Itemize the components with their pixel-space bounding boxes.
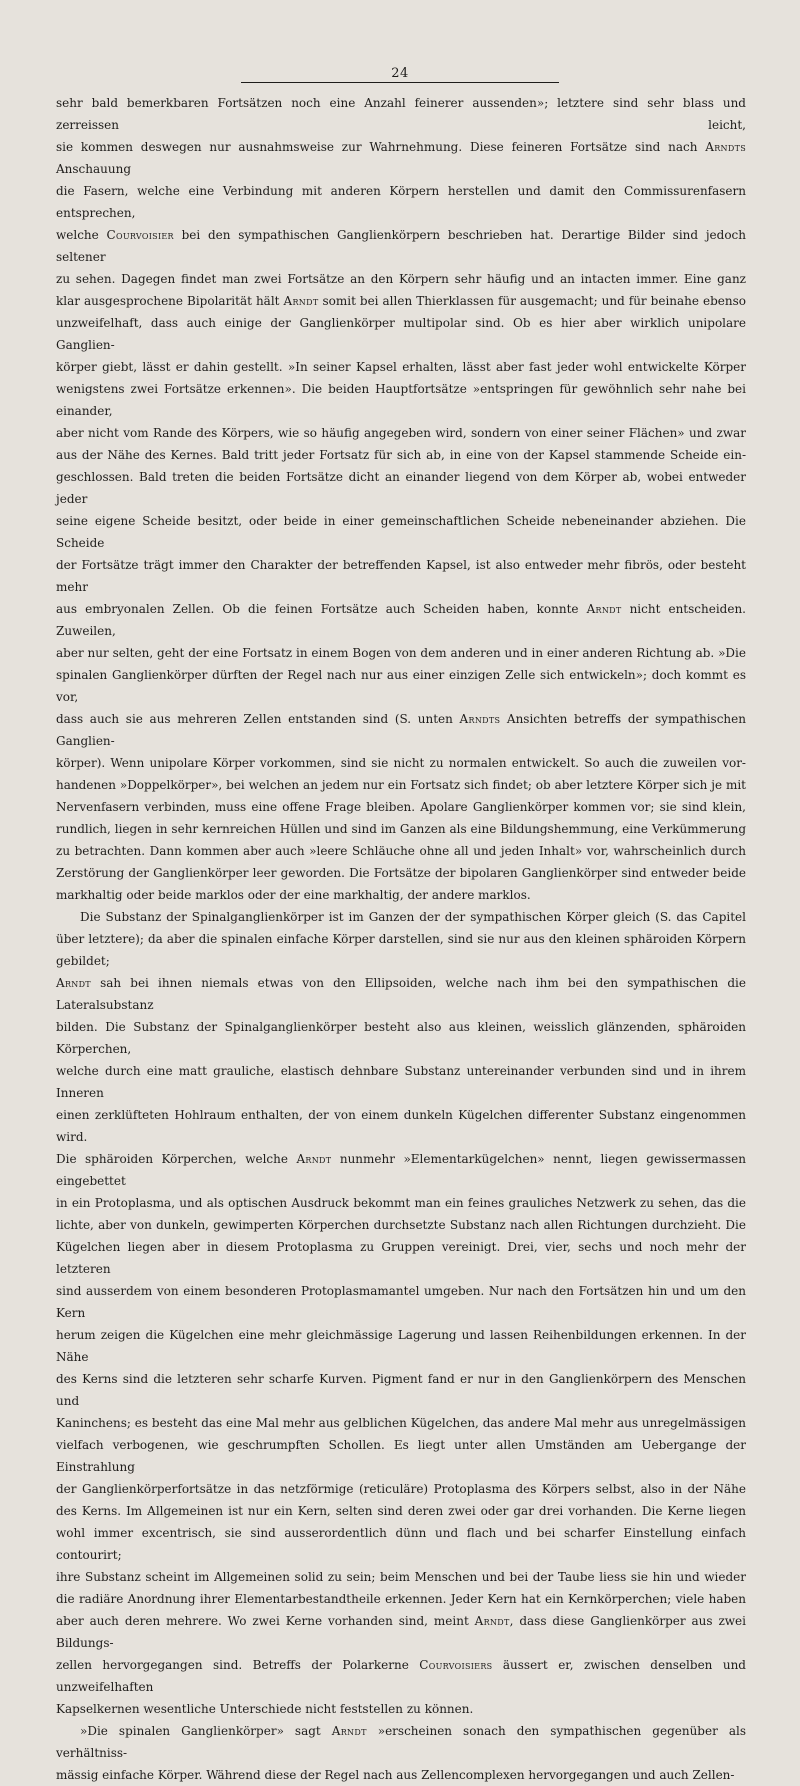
text-line: aber auch deren mehrere. Wo zwei Kerne vorhanden sind, meint Arndt, dass diese Ganglienkörper aus zwei Bildungs- [56, 1614, 746, 1650]
text-line: dass auch sie aus mehreren Zellen entstanden sind (S. unten Arndts Ansichten betreffs der sympathischen Ganglien- [56, 712, 746, 748]
text-line: sie kommen deswegen nur ausnahmsweise zur Wahrnehmung. Diese feineren Fortsätze sind nach Arndts Anschauung [56, 140, 746, 176]
author-name: Arndt [283, 294, 319, 308]
text-line: sind ausserdem von einem besonderen Protoplasmamantel umgeben. Nur nach den Fortsätzen hin und um den Kern [56, 1284, 746, 1320]
author-name: Arndt [56, 976, 91, 990]
text-line: zu sehen. Dagegen findet man zwei Fortsätze an den Körpern sehr häufig und an intacten immer. Eine ganz [56, 272, 746, 286]
text-line: sehr bald bemerkbaren Fortsätzen noch eine Anzahl feinerer aussenden»; letztere sind sehr blass und zerreissen leicht, [56, 96, 746, 132]
author-name: Arndt [474, 1614, 510, 1628]
text-line: seine eigene Scheide besitzt, oder beide in einer gemeinschaftlichen Scheide nebeneinander abziehen. Die Scheide [56, 514, 746, 550]
text-line: geschlossen. Bald treten die beiden Fortsätze dicht an einander liegend von dem Körper ab, wobei entweder jeder [56, 470, 746, 506]
text-line: zu betrachten. Dann kommen aber auch »leere Schläuche ohne all und jeden Inhalt» vor, wahrscheinlich durch [56, 844, 746, 858]
text-line: zellen hervorgegangen sind. Betreffs der Polarkerne Courvoisiers äussert er, zwischen denselben und unzweifelhaften [56, 1658, 746, 1694]
text-line: wenigstens zwei Fortsätze erkennen». Die beiden Hauptfortsätze »entspringen für gewöhnlich sehr nahe bei einander, [56, 382, 746, 418]
author-name: Arndts [459, 712, 501, 726]
text-line: Kaninchens; es besteht das eine Mal mehr aus gelblichen Kügelchen, das andere Mal mehr aus unregelmässigen [56, 1416, 746, 1430]
text-line: in ein Protoplasma, und als optischen Ausdruck bekommt man ein feines grauliches Netzwerk zu sehen, das die [56, 1196, 746, 1210]
text-line: welche Courvoisier bei den sympathischen Ganglienkörpern beschrieben hat. Derartige Bilder sind jedoch seltener [56, 228, 746, 264]
text-line: handenen »Doppelkörper», bei welchen an jedem nur ein Fortsatz sich findet; ob aber letztere Körper sich je mit [56, 778, 746, 792]
text-line: der Fortsätze trägt immer den Charakter der betreffenden Kapsel, ist also entweder mehr fibrös, oder besteht mehr [56, 558, 746, 594]
page-number: 24 [0, 66, 800, 83]
body-text [56, 92, 746, 1786]
text-line: körper). Wenn unipolare Körper vorkommen, sind sie nicht zu normalen entwickelt. So auch die zuweilen vor- [56, 756, 746, 770]
text-line: der Ganglienkörperfortsätze in das netzförmige (reticuläre) Protoplasma des Körpers selbst, also in der Nähe [56, 1482, 746, 1496]
text-line: die Fasern, welche eine Verbindung mit anderen Körpern herstellen und damit den Commissurenfasern entsprechen, [56, 184, 746, 220]
author-name: Arndt [586, 602, 622, 616]
text-line: ihre Substanz scheint im Allgemeinen solid zu sein; beim Menschen und bei der Taube liess sie hin und wieder [56, 1570, 746, 1584]
text-line: körper giebt, lässt er dahin gestellt. »In seiner Kapsel erhalten, lässt aber fast jeder wohl entwickelte Körper [56, 360, 746, 374]
text-line: Die sphäroiden Körperchen, welche Arndt nunmehr »Elementarkügelchen» nennt, liegen gewissermassen eingebettet [56, 1152, 746, 1188]
author-name: Arndt [331, 1724, 367, 1738]
text-line: spinalen Ganglienkörper dürften der Regel nach nur aus einer einzigen Zelle sich entwickeln»; doch kommt es vor, [56, 668, 746, 704]
text-line: unzweifelhaft, dass auch einige der Ganglienkörper multipolar sind. Ob es hier aber wirklich unipolare Ganglien- [56, 316, 746, 352]
text-line: des Kerns sind die letzteren sehr scharfe Kurven. Pigment fand er nur in den Ganglienkörpern des Menschen und [56, 1372, 746, 1408]
text-line: welche durch eine matt grauliche, elastisch dehnbare Substanz untereinander verbunden sind und in ihrem Inneren [56, 1064, 746, 1100]
author-name: Arndt [296, 1152, 332, 1166]
text-line: mässig einfache Körper. Während diese der Regel nach aus Zellencomplexen hervorgegangen und auch Zellen- [56, 1768, 735, 1782]
text-line: des Kerns. Im Allgemeinen ist nur ein Kern, selten sind deren zwei oder gar drei vorhanden. Die Kerne liegen [56, 1504, 746, 1518]
author-name: Arndts [705, 140, 746, 154]
text-line: aber nur selten, geht der eine Fortsatz in einem Bogen von dem anderen und in einer anderen Richtung ab. »Die [56, 646, 746, 660]
text-line: die radiäre Anordnung ihrer Elementarbestandtheile erkennen. Jeder Kern hat ein Kernkörperchen; viele haben [56, 1592, 746, 1606]
text-line: bilden. Die Substanz der Spinalganglienkörper besteht also aus kleinen, weisslich glänzenden, sphäroiden Körperchen, [56, 1020, 746, 1056]
text-line: »Die spinalen Ganglienkörper» sagt Arndt »erscheinen sonach den sympathischen gegenüber als verhältniss- [56, 1724, 746, 1760]
text-line: aber nicht vom Rande des Körpers, wie so häufig angegeben wird, sondern von einer seiner Flächen» und zwar [56, 426, 746, 440]
text-line: vielfach verbogenen, wie geschrumpften Schollen. Es liegt unter allen Umständen am Uebergange der Einstrahlung [56, 1438, 746, 1474]
text-line: markhaltig oder beide marklos oder der eine markhaltig, der andere marklos. [56, 888, 531, 902]
author-name: Courvoisiers [419, 1658, 493, 1672]
text-line: aus der Nähe des Kernes. Bald tritt jeder Fortsatz für sich ab, in eine von der Kapsel stammende Scheide ein- [56, 448, 746, 462]
text-line: Kapselkernen wesentliche Unterschiede nicht feststellen zu können. [56, 1702, 474, 1716]
text-line: Die Substanz der Spinalganglienkörper ist im Ganzen der der sympathischen Körper gleich (S. das Capitel [80, 910, 746, 924]
text-line: über letztere); da aber die spinalen einfache Körper darstellen, sind sie nur aus den kleinen sphäroiden Körpern gebildet; [56, 932, 746, 968]
text-line: Kügelchen liegen aber in diesem Protoplasma zu Gruppen vereinigt. Drei, vier, sechs und noch mehr der letzteren [56, 1240, 746, 1276]
author-name: Courvoisier [106, 228, 174, 242]
text-line: Zerstörung der Ganglienkörper leer geworden. Die Fortsätze der bipolaren Ganglienkörper sind entweder beide [56, 866, 746, 880]
text-line: einen zerklüfteten Hohlraum enthalten, der von einem dunkeln Kügelchen differenter Substanz eingenommen wird. [56, 1108, 746, 1144]
text-line: klar ausgesprochene Bipolarität hält Arndt somit bei allen Thierklassen für ausgemacht; und für beinahe ebenso [56, 294, 747, 308]
text-line: rundlich, liegen in sehr kernreichen Hüllen und sind im Ganzen als eine Bildungshemmung, eine Verkümmerung [56, 822, 746, 836]
text-line: Arndt sah bei ihnen niemals etwas von den Ellipsoiden, welche nach ihm bei den sympathischen die Lateralsubstanz [56, 976, 746, 1012]
text-line: aus embryonalen Zellen. Ob die feinen Fortsätze auch Scheiden haben, konnte Arndt nicht entscheiden. Zuweilen, [56, 602, 747, 638]
text-line: wohl immer excentrisch, sie sind ausserordentlich dünn und flach und bei scharfer Einstellung einfach contourirt; [56, 1526, 746, 1562]
text-line: herum zeigen die Kügelchen eine mehr gleichmässige Lagerung und lassen Reihenbildungen erkennen. In der Nähe [56, 1328, 746, 1364]
text-line: Nervenfasern verbinden, muss eine offene Frage bleiben. Apolare Ganglienkörper kommen vor; sie sind klein, [56, 800, 746, 814]
text-line: lichte, aber von dunkeln, gewimperten Körperchen durchsetzte Substanz nach allen Richtungen durchzieht. Die [56, 1218, 746, 1232]
